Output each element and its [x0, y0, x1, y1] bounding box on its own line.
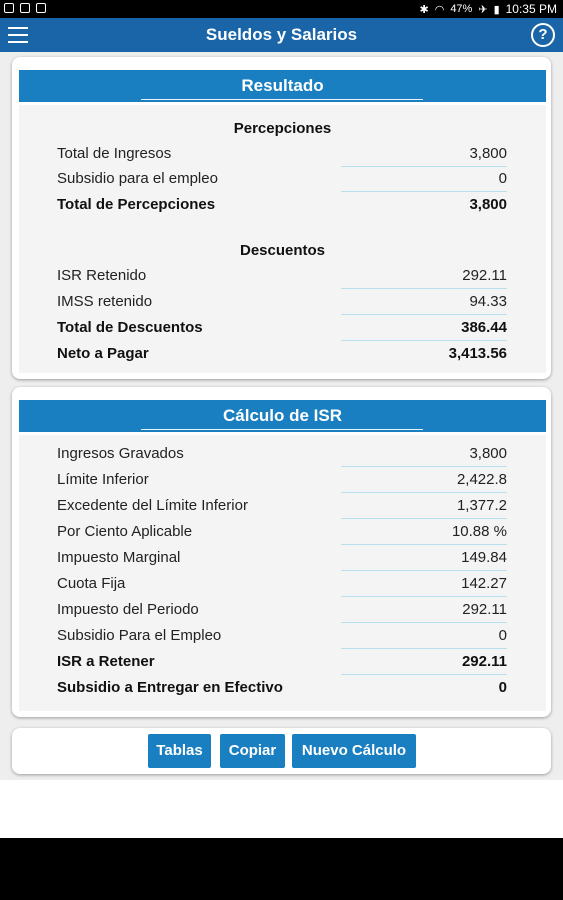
isr-row: [57, 445, 507, 465]
descuentos-title: Descuentos: [239, 242, 326, 259]
result-row: [57, 145, 507, 165]
row-label: Excedente del Límite Inferior: [57, 497, 248, 514]
copiar-button[interactable]: Copiar: [220, 734, 285, 768]
isr-body: [19, 435, 546, 711]
battery-level: 47%: [450, 3, 473, 15]
row-value: 0: [498, 170, 507, 187]
isr-row: [57, 523, 507, 543]
row-value: 10.88 %: [451, 523, 507, 540]
resultado-card: [12, 57, 551, 379]
row-label: Ingresos Gravados: [57, 445, 184, 462]
total-descuentos-row: [57, 319, 507, 339]
row-label: Por Ciento Aplicable: [57, 523, 193, 540]
app-title: Sueldos y Salarios: [205, 25, 358, 44]
row-value: 149.84: [461, 549, 507, 566]
row-value: 2,422.8: [456, 471, 507, 488]
row-value: 292.11: [462, 267, 507, 284]
help-icon[interactable]: ?: [531, 23, 555, 47]
isr-row: [57, 549, 507, 569]
isr-row: [57, 627, 507, 647]
result-row: [57, 293, 507, 313]
bluetooth-icon: ✱: [419, 3, 429, 16]
row-value: 3,413.56: [448, 345, 507, 362]
row-value: 292.11: [461, 653, 507, 670]
row-value: 1,377.2: [456, 497, 507, 514]
row-value: 0: [498, 679, 507, 696]
resultado-body: [19, 105, 546, 373]
isr-header: [19, 400, 546, 432]
row-value: 386.44: [461, 319, 507, 336]
row-label: Subsidio Para el Empleo: [57, 627, 222, 644]
row-value: 0: [498, 627, 507, 644]
result-row: [57, 170, 507, 190]
neto-a-pagar-row: [57, 345, 507, 365]
system-icons: [419, 2, 557, 16]
nuevo-calculo-button[interactable]: Nuevo Cálculo: [292, 734, 416, 768]
action-bar: [12, 728, 551, 774]
notification-icon: [4, 3, 14, 13]
row-value: 94.33: [469, 293, 507, 310]
row-label: Total de Descuentos: [57, 319, 203, 336]
app-bar: [0, 18, 563, 52]
row-value: 3,800: [469, 445, 507, 462]
airplane-icon: ✈: [478, 3, 488, 16]
subsidio-efectivo-row: [57, 679, 507, 699]
row-label: Neto a Pagar: [57, 345, 149, 362]
percepciones-title: Percepciones: [233, 120, 332, 137]
resultado-header: [19, 70, 546, 102]
tablas-button[interactable]: Tablas: [148, 734, 211, 768]
isr-row: [57, 471, 507, 491]
isr-row: [57, 601, 507, 621]
isr-a-retener-row: [57, 653, 507, 673]
row-value: 142.27: [461, 575, 507, 592]
isr-card: [12, 387, 551, 717]
isr-row: [57, 497, 507, 517]
content-area: [0, 52, 563, 780]
isr-title: Cálculo de ISR: [222, 406, 343, 425]
status-bar: [0, 0, 563, 18]
row-value: 3,800: [469, 196, 507, 213]
row-label: Subsidio a Entregar en Efectivo: [57, 679, 283, 696]
wifi-icon: ◠: [434, 3, 445, 16]
row-label: Impuesto del Periodo: [57, 601, 199, 618]
notification-icon: [36, 3, 46, 13]
notification-icon: [20, 3, 30, 13]
row-label: ISR Retenido: [57, 267, 147, 284]
row-label: Cuota Fija: [57, 575, 126, 592]
row-label: ISR a Retener: [57, 653, 155, 670]
isr-row: [57, 575, 507, 595]
clock: 10:35 PM: [505, 2, 557, 16]
resultado-title: Resultado: [241, 76, 324, 95]
row-value: 292.11: [462, 601, 507, 618]
row-value: 3,800: [469, 145, 507, 162]
row-label: IMSS retenido: [57, 293, 153, 310]
notification-icons: [4, 3, 46, 13]
row-label: Subsidio para el empleo: [57, 170, 218, 187]
row-label: Total de Ingresos: [57, 145, 172, 162]
row-label: Total de Percepciones: [57, 196, 216, 213]
result-row: [57, 267, 507, 287]
row-label: Impuesto Marginal: [57, 549, 181, 566]
total-percepciones-row: [57, 196, 507, 216]
battery-icon: ▮: [493, 3, 500, 16]
blank-area: [0, 780, 563, 838]
row-label: Límite Inferior: [57, 471, 149, 488]
